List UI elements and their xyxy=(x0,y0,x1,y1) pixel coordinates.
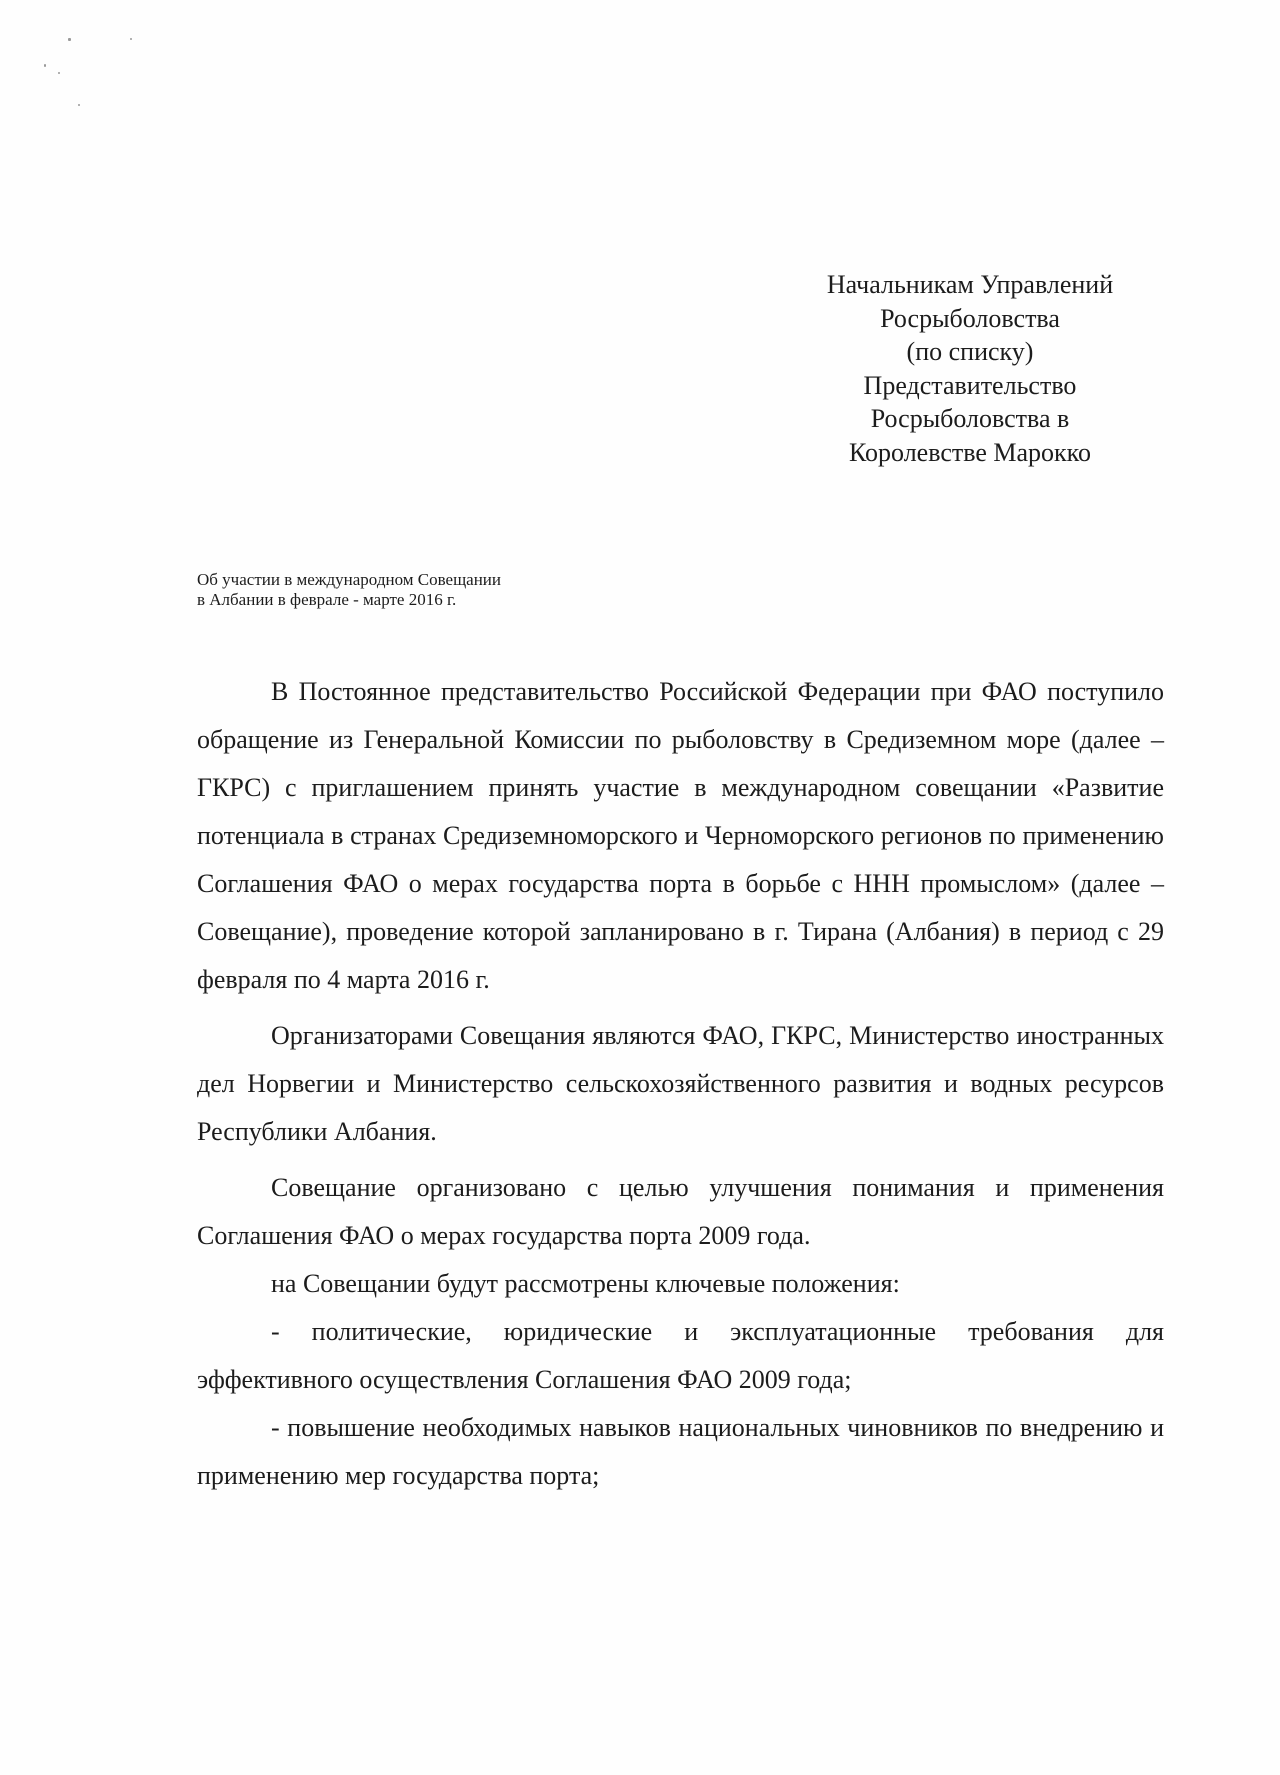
scan-speck xyxy=(68,38,71,41)
letter-body xyxy=(197,668,1164,1500)
scan-speck xyxy=(44,64,46,67)
recipient-line: Представительство xyxy=(863,370,1077,400)
body-paragraph: - повышение необходимых навыков национальных чиновников по внедрению и применению мер государства порта; xyxy=(197,1413,1164,1490)
body-paragraph: Совещание организовано с целью улучшения понимания и применения Соглашения ФАО о мерах государства порта 2009 года. xyxy=(197,1173,1164,1250)
scan-speck xyxy=(58,72,60,74)
body-paragraph: на Совещании будут рассмотрены ключевые положения: xyxy=(271,1269,900,1298)
recipient-line: Росрыболовства в xyxy=(870,404,1070,433)
subject-line: Об участии в международном Совещании xyxy=(197,570,501,589)
scan-speck xyxy=(130,38,132,40)
body-paragraph: В Постоянное представительство Российской Федерации при ФАО поступило обращение из Генеральной Комиссии по рыболовству в Средиземном море (далее – ГКРС) с приглашением принять участие в международном совещании «Развитие потенциала в странах Средиземноморского и Черноморского регионов по применению Соглашения ФАО о мерах государства порта в борьбе с ННН промыслом» (далее – Совещание), проведение которой запланировано в г. Тирана (Албания) в период с 29 февраля по 4 марта 2016 г. xyxy=(197,677,1164,994)
body-paragraph: - политические, юридические и эксплуатационные требования для эффективного осуществления Соглашения ФАО 2009 года; xyxy=(197,1317,1164,1394)
recipient-block xyxy=(720,268,1220,469)
recipient-line: (по списку) xyxy=(906,337,1034,366)
scan-speck xyxy=(78,104,80,106)
recipient-line: Росрыболовства xyxy=(880,303,1060,333)
subject-block xyxy=(197,570,717,610)
body-paragraph: Организаторами Совещания являются ФАО, ГКРС, Министерство иностранных дел Норвегии и Министерство сельскохозяйственного развития и водных ресурсов Республики Албания. xyxy=(197,1021,1164,1146)
recipient-line: Королевстве Марокко xyxy=(848,437,1091,467)
subject-line: в Албании в феврале - марте 2016 г. xyxy=(197,590,457,609)
recipient-line: Начальникам Управлений xyxy=(826,270,1114,299)
